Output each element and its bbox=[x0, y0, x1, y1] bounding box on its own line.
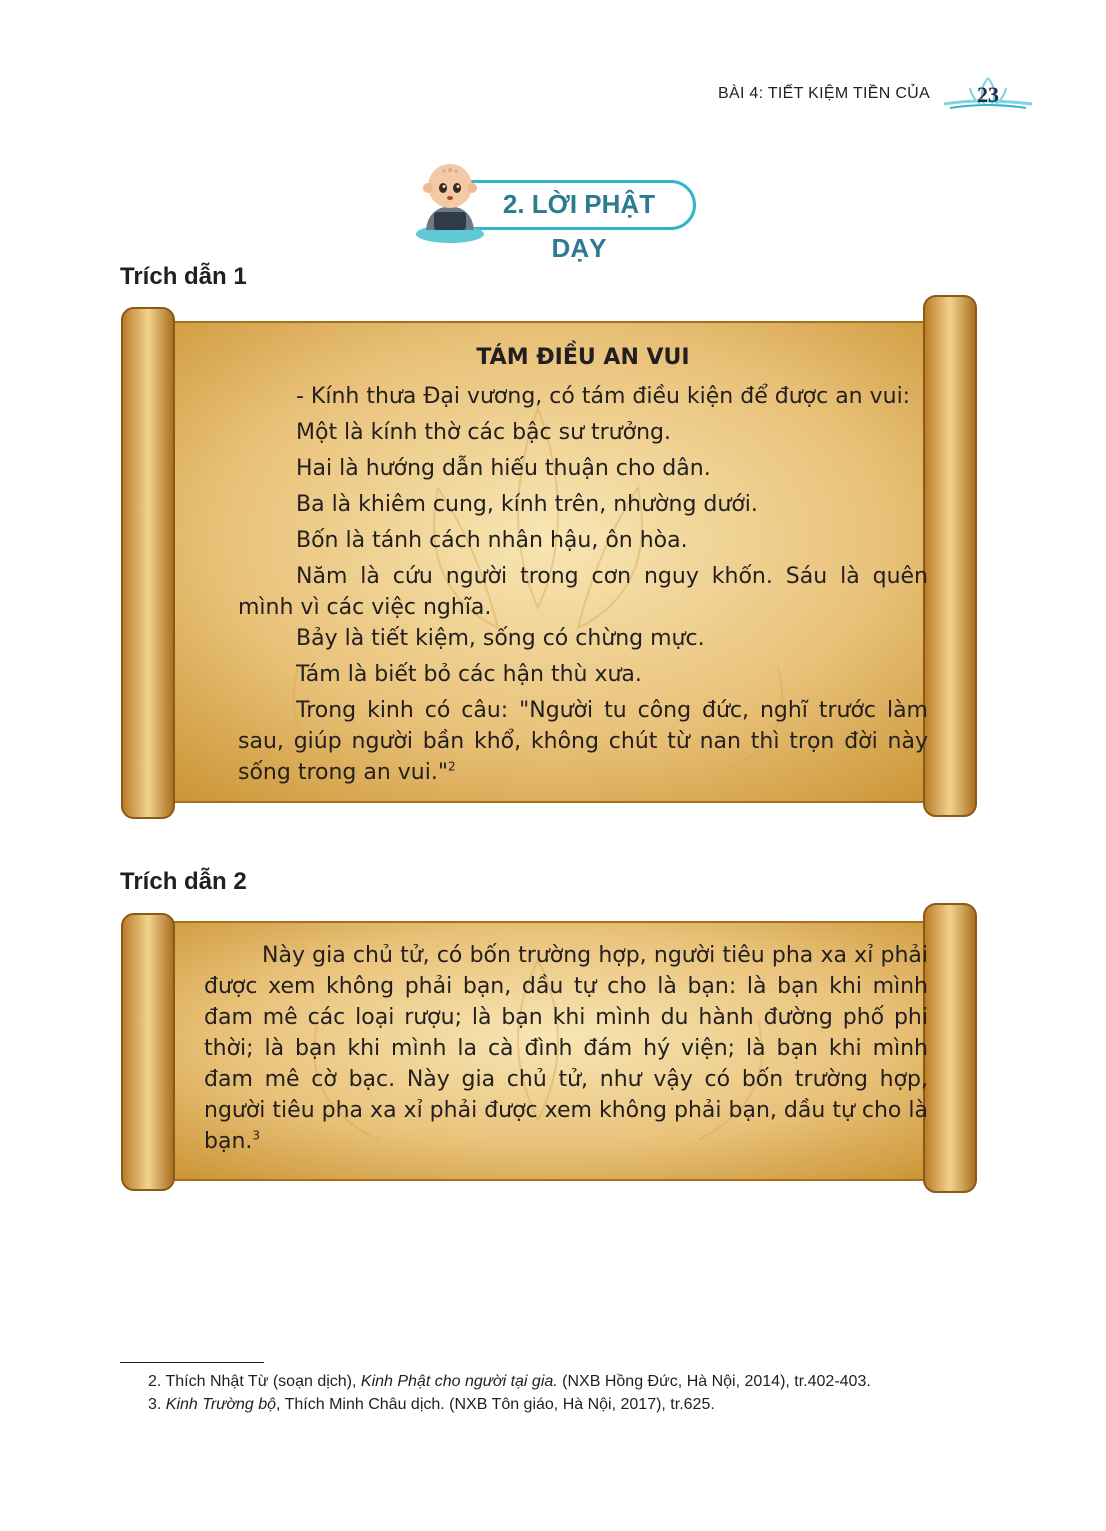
excerpt-1-paragraph: Một là kính thờ các bậc sư trưởng. bbox=[296, 420, 671, 445]
page-number: 23 bbox=[977, 82, 999, 107]
excerpt-1-paragraph: Tám là biết bỏ các hận thù xưa. bbox=[296, 662, 642, 687]
footnote-3 bbox=[120, 1393, 990, 1416]
section-banner bbox=[410, 160, 700, 263]
excerpt-1-paragraph: Hai là hướng dẫn hiếu thuận cho dân. bbox=[296, 456, 711, 481]
footnote-divider bbox=[120, 1362, 264, 1363]
footnote-number: 3. bbox=[148, 1396, 162, 1413]
excerpt-1-paragraph: Năm là cứu người trong cơn nguy khốn. Sáu là quên mình vì các việc nghĩa. bbox=[238, 564, 928, 620]
excerpt-1-quote-text: Trong kinh có câu: "Người tu công đức, nghĩ trước làm sau, giúp người bần khổ, không chút từ nan thì trọn đời này sống trong an vui." bbox=[238, 698, 928, 785]
section-title: 2. LỜI PHẬT DẠY bbox=[502, 189, 656, 263]
excerpt-1-paragraph: - Kính thưa Đại vương, có tám điều kiện để được an vui: bbox=[296, 384, 911, 409]
excerpt-1-paragraph: Ba là khiêm cung, kính trên, nhường dưới. bbox=[296, 492, 758, 517]
scroll-2-content bbox=[204, 940, 928, 1157]
excerpt-1-paragraph: Bốn là tánh cách nhân hậu, ôn hòa. bbox=[296, 528, 688, 553]
excerpt-1-paragraph: Bảy là tiết kiệm, sống có chừng mực. bbox=[296, 626, 705, 651]
excerpt-2-paragraph bbox=[204, 940, 928, 1157]
footnote-number: 2. bbox=[148, 1373, 162, 1390]
page-header bbox=[718, 74, 1036, 114]
lesson-title: BÀI 4: TIẾT KIỆM TIỀN CỦA bbox=[718, 85, 930, 102]
footnote-2 bbox=[120, 1370, 990, 1393]
footnote-text: , Thích Minh Châu dịch. (NXB Tôn giáo, Hà Nội, 2017), tr.625. bbox=[276, 1396, 715, 1413]
scroll-excerpt-1 bbox=[118, 288, 980, 836]
footnote-text: (NXB Hồng Đức, Hà Nội, 2014), tr.402-403. bbox=[557, 1373, 871, 1390]
scroll-excerpt-2 bbox=[118, 900, 980, 1200]
page-number-badge bbox=[940, 74, 1036, 114]
footnote-book-title: Kinh Phật cho người tại gia. bbox=[360, 1373, 558, 1390]
footnote-book-title: Kinh Trường bộ bbox=[165, 1396, 277, 1413]
excerpt-2-heading: Trích dẫn 2 bbox=[120, 868, 247, 895]
footnote-mark-3: 3 bbox=[252, 1128, 261, 1143]
footnotes bbox=[120, 1370, 990, 1416]
excerpt-2-text: Này gia chủ tử, có bốn trường hợp, người tiêu pha xa xỉ phải được xem không phải bạn, dầu tự cho là bạn: là bạn khi mình đam mê các loại rượu; là bạn khi mình du hành đường phố phi thời; là bạn khi mình la cà đình đám hý viện; là bạn khi mình đam mê cờ bạc. Này gia chủ tử, như vậy có bốn trường hợp, người tiêu pha xa xỉ phải được xem không phải bạn, dầu tự cho là bạn. bbox=[204, 943, 928, 1154]
footnote-text: Thích Nhật Từ (soạn dịch), bbox=[161, 1373, 361, 1390]
excerpt-1-quote bbox=[238, 695, 928, 788]
footnote-mark-2: 2 bbox=[447, 759, 456, 774]
scroll-1-content bbox=[238, 342, 928, 788]
excerpt-1-title: TÁM ĐIỀU AN VUI bbox=[476, 345, 690, 370]
excerpt-1-heading: Trích dẫn 1 bbox=[120, 263, 247, 290]
